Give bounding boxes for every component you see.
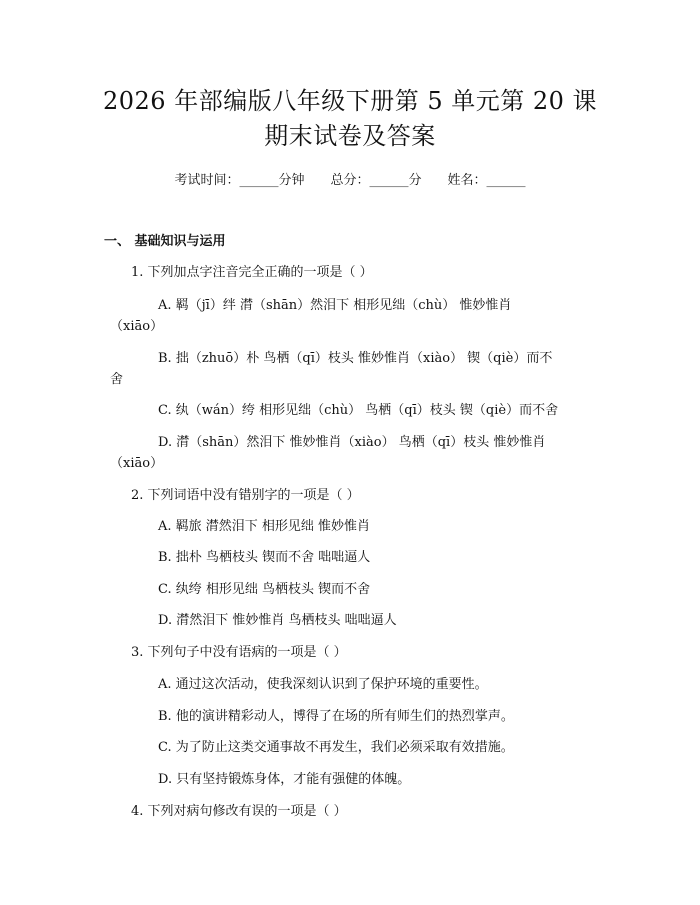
document-title-line-1: 2026 年部编版八年级下册第 5 单元第 20 课 — [102, 87, 598, 115]
question-2-option-a: A. 羁旅 潸然泪下 相形见绌 惟妙惟肖 — [158, 519, 371, 534]
question-1-stem: 1. 下列加点字注音完全正确的一项是（ ） — [131, 265, 373, 280]
question-2-option-d: D. 潸然泪下 惟妙惟肖 鸟栖枝头 咄咄逼人 — [158, 613, 397, 628]
question-1-option-c: C. 纨（wán）绔 相形见绌（chù） 鸟栖（qī）枝头 锲（qiè）而不舍 — [158, 403, 559, 418]
question-3-option-d: D. 只有坚持锻炼身体，才能有强健的体魄。 — [158, 772, 411, 787]
question-1-option-a: A. 羁（jī）绊 潸（shān）然泪下 相形见绌（chù） 惟妙惟肖 — [158, 298, 512, 313]
exam-info-line: 考试时间：______分钟 总分：______分 姓名：______ — [174, 173, 526, 188]
question-3-option-c: C. 为了防止这类交通事故不再发生，我们必须采取有效措施。 — [158, 740, 514, 755]
question-4-stem: 4. 下列对病句修改有误的一项是（ ） — [131, 804, 347, 819]
question-1-option-b: B. 拙（zhuō）朴 鸟栖（qī）枝头 惟妙惟肖（xiào） 锲（qiè）而不 — [158, 351, 553, 366]
question-1-option-a-continued: （xiāo） — [110, 319, 164, 334]
question-1-option-d-continued: （xiāo） — [110, 456, 164, 471]
document-title-line-2: 期末试卷及答案 — [264, 122, 436, 150]
question-1-option-b-continued: 舍 — [110, 372, 124, 387]
question-3-stem: 3. 下列句子中没有语病的一项是（ ） — [131, 645, 347, 660]
question-2-option-c: C. 纨绔 相形见绌 鸟栖枝头 锲而不舍 — [158, 582, 371, 597]
question-2-stem: 2. 下列词语中没有错别字的一项是（ ） — [131, 488, 360, 503]
question-3-option-a: A. 通过这次活动，使我深刻认识到了保护环境的重要性。 — [158, 677, 488, 692]
question-1-option-d: D. 潸（shān）然泪下 惟妙惟肖（xiào） 鸟栖（qī）枝头 惟妙惟肖 — [158, 435, 546, 450]
question-2-option-b: B. 拙朴 鸟栖枝头 锲而不舍 咄咄逼人 — [158, 550, 371, 565]
section-heading: 一、 基础知识与运用 — [104, 234, 226, 249]
question-3-option-b: B. 他的演讲精彩动人，博得了在场的所有师生们的热烈掌声。 — [158, 709, 514, 724]
